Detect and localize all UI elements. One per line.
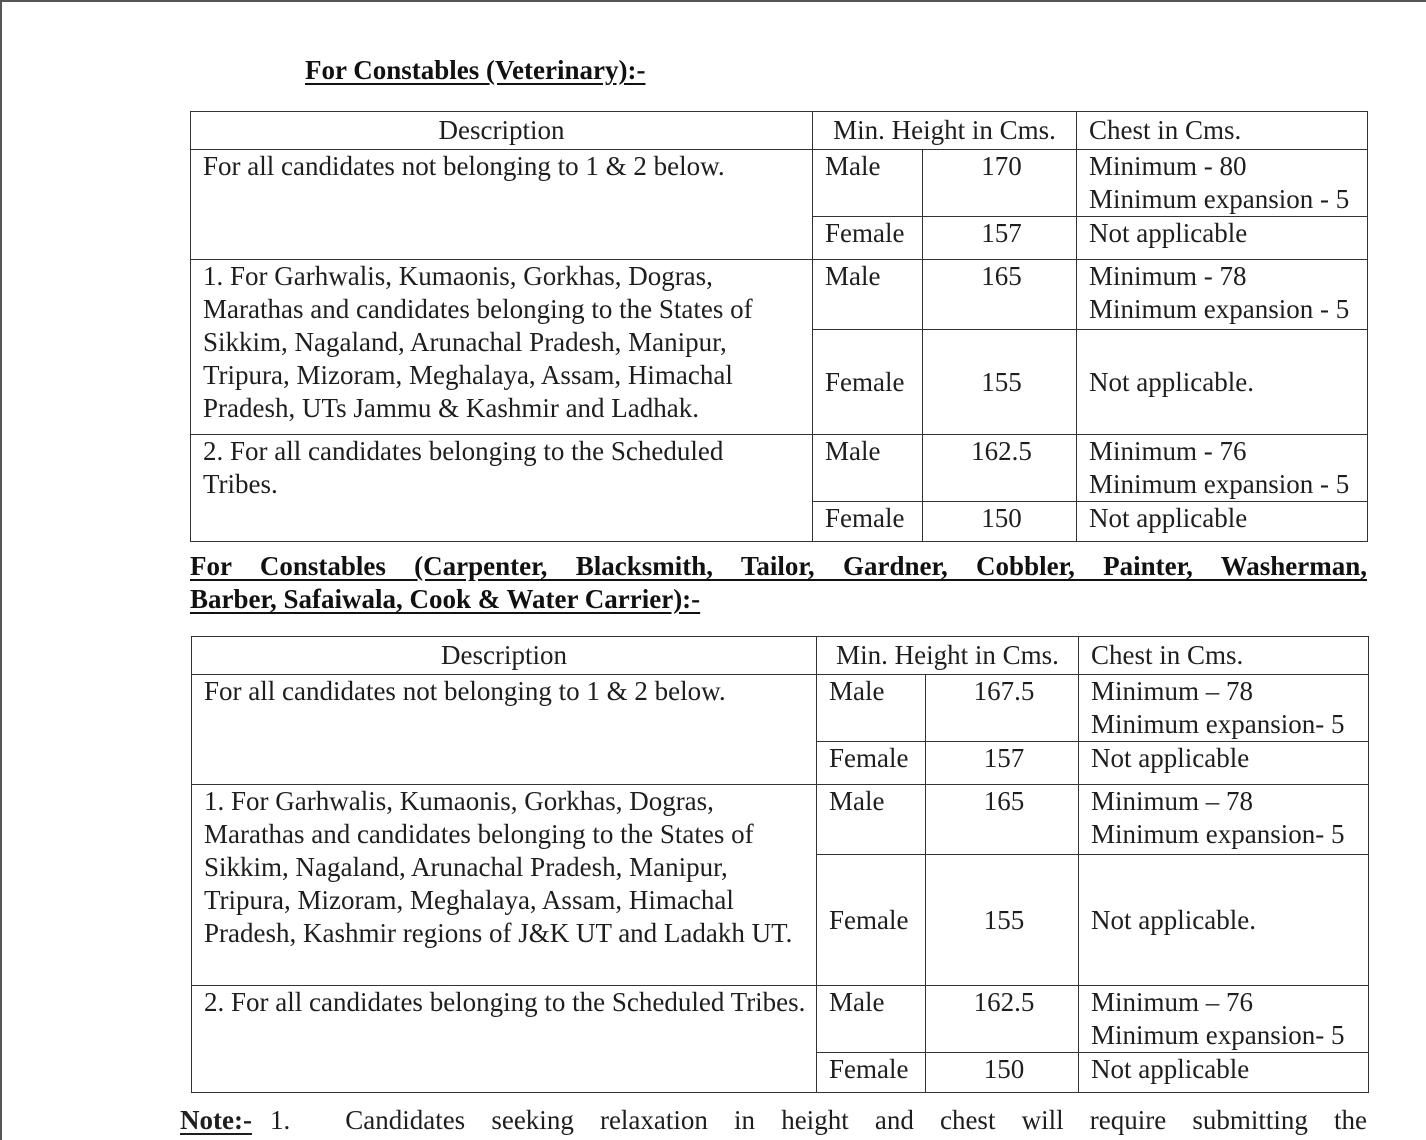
chest-cell: Not applicable [1077,217,1368,260]
table-row [192,785,1369,855]
chest-expansion: Minimum expansion- 5 [1091,1020,1345,1050]
gender-cell: Female [817,1053,926,1093]
chest-expansion: Minimum expansion - 5 [1089,294,1350,324]
chest-cell: Not applicable. [1077,330,1368,435]
header-min-height: Min. Height in Cms. [813,112,1077,150]
chest-expansion: Minimum expansion - 5 [1089,469,1350,499]
table-row [191,435,1368,502]
table-header-row [191,112,1368,150]
description-cell: For all candidates not belonging to 1 & 2 below. [192,675,817,785]
table-row [192,986,1369,1053]
header-chest: Chest in Cms. [1079,637,1369,675]
height-cell: 157 [926,742,1079,785]
gender-cell: Female [817,742,926,785]
description-cell: 1. For Garhwalis, Kumaonis, Gorkhas, Dogras, Marathas and candidates belonging to the States of Sikkim, Nagaland, Arunachal Pradesh, Manipur, Tripura, Mizoram, Meghalaya, Assam, Himachal Pradesh, UTs Jammu & Kashmir and Ladhak. [191,260,813,435]
chest-cell [1079,986,1369,1053]
chest-minimum: Minimum - 78 [1089,261,1247,291]
height-cell: 157 [923,217,1077,260]
chest-cell [1077,260,1368,330]
table-header-row [192,637,1369,675]
chest-expansion: Minimum expansion- 5 [1091,709,1345,739]
gender-cell: Male [817,675,926,742]
tradesmen-standards-table [191,636,1369,1093]
header-min-height: Min. Height in Cms. [817,637,1079,675]
gender-cell: Male [813,150,923,217]
description-cell: 2. For all candidates belonging to the Scheduled Tribes. [191,435,813,542]
height-cell: 167.5 [926,675,1079,742]
gender-cell: Female [817,855,926,986]
chest-minimum: Minimum – 76 [1091,987,1254,1017]
height-cell: 170 [923,150,1077,217]
section2-heading-line1: For Constables (Carpenter, Blacksmith, Tailor, Gardner, Cobbler, Painter, Washerman, [190,551,1367,581]
height-cell: 162.5 [926,986,1079,1053]
gender-cell: Male [813,435,923,502]
gender-cell: Female [813,502,923,542]
veterinary-standards-table [190,111,1368,542]
chest-cell: Not applicable [1077,502,1368,542]
chest-cell [1077,435,1368,502]
chest-minimum: Minimum - 80 [1089,151,1247,181]
section2-heading-line2: Barber, Safaiwala, Cook & Water Carrier):- [190,584,701,614]
header-description: Description [192,637,817,675]
description-cell: For all candidates not belonging to 1 & 2 below. [191,150,813,260]
chest-cell: Not applicable. [1079,855,1369,986]
gender-cell: Male [813,260,923,330]
chest-cell [1079,675,1369,742]
height-cell: 150 [926,1053,1079,1093]
section1-heading: For Constables (Veterinary):- [305,55,646,85]
note-number: 1. [269,1105,291,1135]
chest-cell: Not applicable [1079,742,1369,785]
gender-cell: Female [813,330,923,435]
note-label: Note:- [180,1105,252,1135]
height-cell: 165 [926,785,1079,855]
chest-minimum: Minimum – 78 [1091,676,1254,706]
chest-expansion: Minimum expansion - 5 [1089,184,1350,214]
gender-cell: Male [817,785,926,855]
gender-cell: Female [813,217,923,260]
note-text: Candidates seeking relaxation in height and chest will require submitting the [345,1105,1367,1135]
header-chest: Chest in Cms. [1077,112,1368,150]
height-cell: 155 [923,330,1077,435]
height-cell: 165 [923,260,1077,330]
section2-heading [190,550,1367,616]
description-cell: 1. For Garhwalis, Kumaonis, Gorkhas, Dogras, Marathas and candidates belonging to the States of Sikkim, Nagaland, Arunachal Pradesh, Manipur, Tripura, Mizoram, Meghalaya, Assam, Himachal Pradesh, Kashmir regions of J&K UT and Ladakh UT. [192,785,817,986]
height-cell: 150 [923,502,1077,542]
table-row [191,150,1368,217]
chest-cell [1079,785,1369,855]
table-row [192,675,1369,742]
gender-cell: Male [817,986,926,1053]
chest-cell [1077,150,1368,217]
chest-cell: Not applicable [1079,1053,1369,1093]
table-row [191,260,1368,330]
note-paragraph [180,1104,1367,1137]
height-cell: 162.5 [923,435,1077,502]
height-cell: 155 [926,855,1079,986]
chest-minimum: Minimum – 78 [1091,786,1254,816]
chest-expansion: Minimum expansion- 5 [1091,819,1345,849]
description-cell: 2. For all candidates belonging to the Scheduled Tribes. [192,986,817,1093]
chest-minimum: Minimum - 76 [1089,436,1247,466]
header-description: Description [191,112,813,150]
